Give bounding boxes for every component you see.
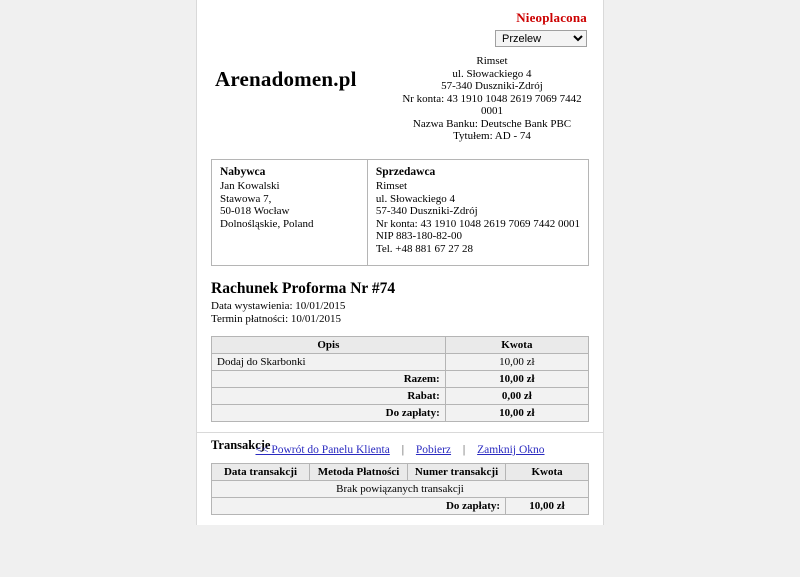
bank-details [395, 53, 589, 143]
due-value: 10,00 zł [445, 405, 588, 422]
footer-links [0, 444, 800, 456]
table-row-total [212, 405, 589, 422]
close-window-link[interactable]: Zamknij Okno [477, 444, 545, 456]
table-header-row [212, 464, 589, 481]
column-header-data-transakcji: Data transakcji [212, 464, 310, 481]
bank-line: Tytułem: AD - 74 [453, 130, 531, 142]
seller-line: Rimset [375, 180, 408, 192]
table-header-row [212, 337, 589, 354]
bank-line: ul. Słowackiego 4 [452, 67, 532, 80]
item-description: Dodaj do Skarbonki [212, 354, 446, 371]
column-header-opis: Opis [212, 337, 446, 354]
column-header-numer-transakcji: Numer transakcji [408, 464, 506, 481]
issue-date: Data wystawienia: 10/01/2015 [211, 300, 346, 312]
empty-message: Brak powiązanych transakcji [212, 481, 589, 498]
status-badge: Nieoplacona [516, 10, 587, 25]
due-label: Do zapłaty: [212, 405, 446, 422]
seller-line: Tel. +48 881 67 27 28 [375, 242, 473, 255]
brand-logo: Arenadomen.pl [215, 67, 357, 91]
table-row-total [212, 388, 589, 405]
buyer-line: 50-018 Wocław [220, 205, 290, 217]
column-header-kwota: Kwota [506, 464, 589, 481]
seller-line: ul. Słowackiego 4 [375, 192, 456, 205]
buyer-line: Dolnośląskie, Poland [220, 217, 314, 230]
seller-line: 57-340 Duszniki-Zdrój [375, 205, 478, 217]
back-to-client-panel-link[interactable]: << Powrót do Panelu Klienta [255, 444, 390, 456]
discount-label: Rabat: [212, 388, 446, 405]
table-row-empty [212, 481, 589, 498]
table-row-total [212, 371, 589, 388]
column-header-metoda-platnosci: Metoda Płatności [310, 464, 408, 481]
status-and-method [211, 10, 589, 47]
seller-box [368, 160, 588, 266]
invoice-meta [211, 300, 589, 326]
buyer-box [212, 160, 368, 266]
footer-separator: | [401, 444, 405, 456]
bank-line: Nazwa Banku: Deutsche Bank PBC [412, 117, 572, 130]
buyer-line: Jan Kowalski [220, 180, 280, 192]
payment-method-select[interactable] [495, 30, 587, 47]
footer-separator: | [462, 444, 466, 456]
seller-title: Sprzedawca [375, 165, 436, 178]
footer-divider [196, 432, 604, 434]
parties-box [211, 159, 589, 267]
seller-line: Nr konta: 43 1910 1048 2619 7069 7442 0001 [375, 217, 580, 230]
buyer-line: Stawowa 7, [220, 192, 272, 205]
download-link[interactable]: Pobierz [415, 444, 452, 456]
invoice-header [211, 53, 589, 143]
footer [0, 432, 800, 456]
total-label: Razem: [212, 371, 446, 388]
transactions-total-label: Do zapłaty: [212, 498, 506, 515]
transactions-total-value: 10,00 zł [506, 498, 589, 515]
column-header-kwota: Kwota [445, 337, 588, 354]
discount-value: 0,00 zł [445, 388, 588, 405]
bank-line: 57-340 Duszniki-Zdrój [441, 80, 543, 92]
buyer-title: Nabywca [220, 165, 266, 178]
total-value: 10,00 zł [445, 371, 588, 388]
seller-line: NIP 883-180-82-00 [375, 230, 462, 242]
table-row [212, 354, 589, 371]
bank-line: Rimset [476, 55, 508, 67]
item-amount: 10,00 zł [445, 354, 588, 371]
page-title: Rachunek Proforma Nr #74 [211, 280, 396, 297]
bank-line: Nr konta: 43 1910 1048 2619 7069 7442 0001 [402, 92, 582, 117]
items-table [211, 336, 589, 422]
transactions-title: Transakcje [211, 438, 271, 452]
table-row-total [212, 498, 589, 515]
due-date: Termin płatności: 10/01/2015 [211, 313, 341, 325]
transactions-table [211, 463, 589, 515]
